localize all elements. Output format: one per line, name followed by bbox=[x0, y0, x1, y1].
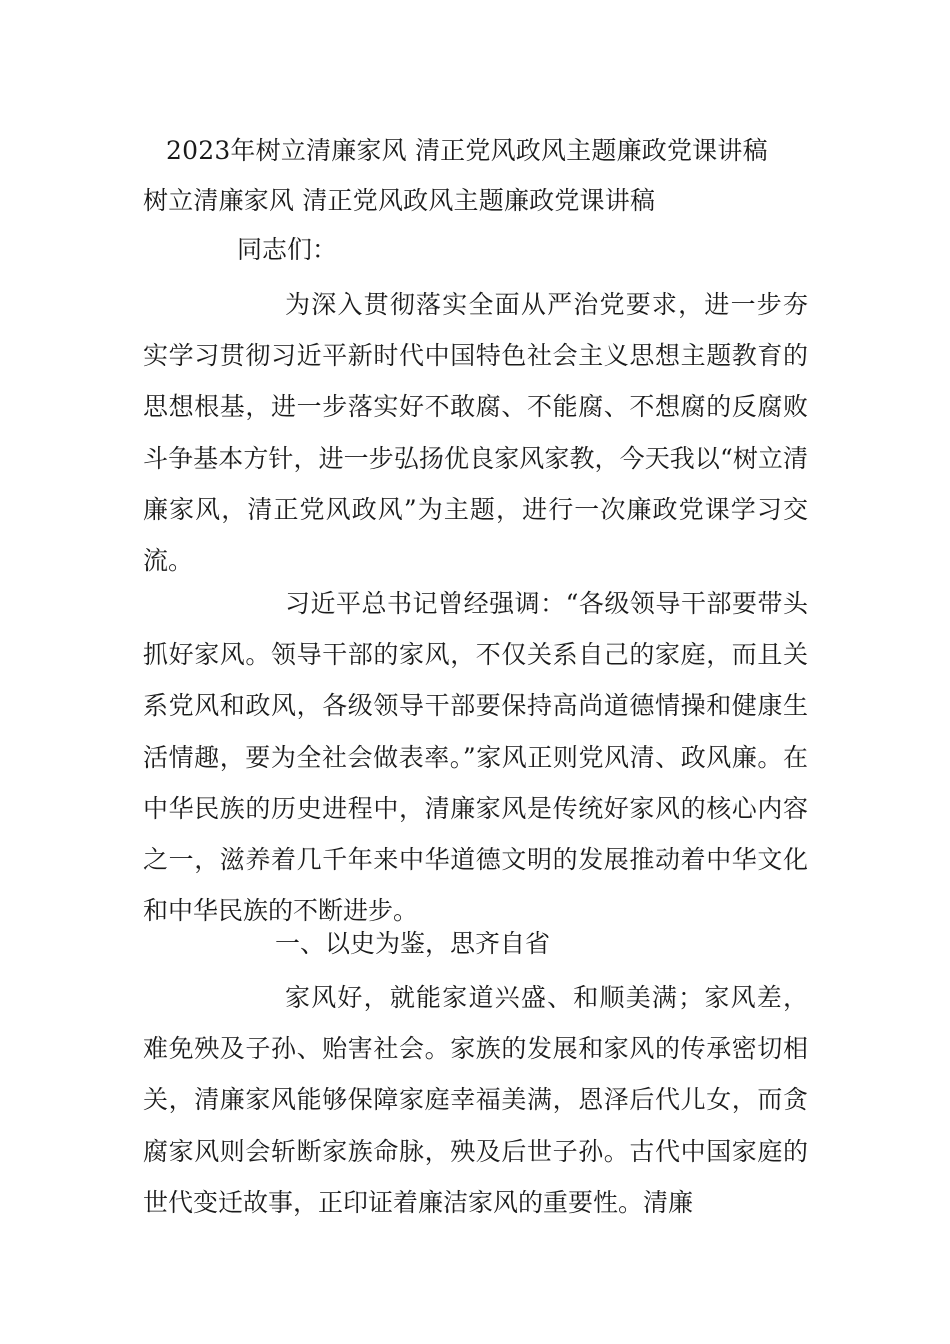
document-subtitle: 树立清廉家风 清正党风政风主题廉政党课讲稿 bbox=[143, 186, 656, 215]
section-heading: 一、以史为鉴，思齐自省 bbox=[275, 929, 551, 958]
document-title: 2023年树立清廉家风 清正党风政风主题廉政党课讲稿 bbox=[166, 136, 768, 165]
paragraph-quote: 习近平总书记曾经强调：“各级领导干部要带头抓好家风。领导干部的家风，不仅关系自己的家庭，而且关系党风和政风，各级领导干部要保持高尚道德情操和健康生活情趣，要为全社会做表率。”家风正则党风清、政风廉。在中华民族的历史进程中，清廉家风是传统好家风的核心内容之一，滋养着几千年来中华道德文明的发展推动着中华文化和中华民族的不断进步。 bbox=[143, 589, 808, 926]
greeting: 同志们： bbox=[237, 235, 338, 264]
paragraph-section-one: 家风好，就能家道兴盛、和顺美满；家风差，难免殃及子孙、贻害社会。家族的发展和家风的传承密切相关，清廉家风能够保障家庭幸福美满，恩泽后代儿女，而贪腐家风则会斩断家族命脉，殃及后世子孙。古代中国家庭的世代变迁故事，正印证着廉洁家风的重要性。清廉 bbox=[143, 983, 808, 1217]
paragraph-intro: 为深入贯彻落实全面从严治党要求，进一步夯实学习贯彻习近平新时代中国特色社会主义思想主题教育的思想根基，进一步落实好不敢腐、不能腐、不想腐的反腐败斗争基本方针，进一步弘扬优良家风家教，今天我以“树立清廉家风，清正党风政风”为主题，进行一次廉政党课学习交流。 bbox=[143, 290, 808, 576]
